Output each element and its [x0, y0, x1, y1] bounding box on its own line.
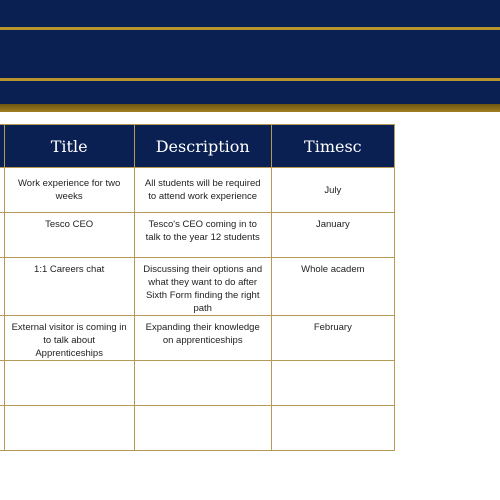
timescale-cell: [271, 361, 394, 406]
table-row: [0, 316, 395, 361]
title-cell: Work experience for two weeks: [4, 168, 134, 213]
timescale-cell: July: [271, 168, 394, 213]
title-cell: Tesco CEO: [4, 213, 134, 258]
description-cell: [134, 361, 271, 406]
table-row: [0, 213, 395, 258]
header-banner: [0, 0, 500, 105]
title-cell: 1:1 Careers chat: [4, 258, 134, 316]
table-header-row: [0, 125, 395, 168]
title-cell: External visitor is coming in to talk about Apprenticeships: [4, 316, 134, 361]
timescale-cell: [271, 406, 394, 451]
description-cell: Tesco's CEO coming in to talk to the year 12 students: [134, 213, 271, 258]
description-cell: [134, 406, 271, 451]
careers-plan-table: [0, 124, 395, 451]
header-description: Description: [134, 125, 271, 168]
table-row: [0, 361, 395, 406]
banner-gold-band: [0, 104, 500, 112]
description-cell: Discussing their options and what they want to do after Sixth Form finding the right path: [134, 258, 271, 316]
table-row: [0, 406, 395, 451]
timescale-cell: Whole academ: [271, 258, 394, 316]
banner-stripe-top: [0, 27, 500, 30]
timescale-cell: January: [271, 213, 394, 258]
table-row: [0, 258, 395, 316]
title-cell: [4, 406, 134, 451]
description-cell: All students will be required to attend work experience: [134, 168, 271, 213]
timescale-cell: February: [271, 316, 394, 361]
description-cell: Expanding their knowledge on apprenticeships: [134, 316, 271, 361]
banner-stripe-bottom: [0, 78, 500, 81]
table-row: [0, 168, 395, 213]
header-title: Title: [4, 125, 134, 168]
title-cell: [4, 361, 134, 406]
header-timescale: Timesc: [271, 125, 394, 168]
